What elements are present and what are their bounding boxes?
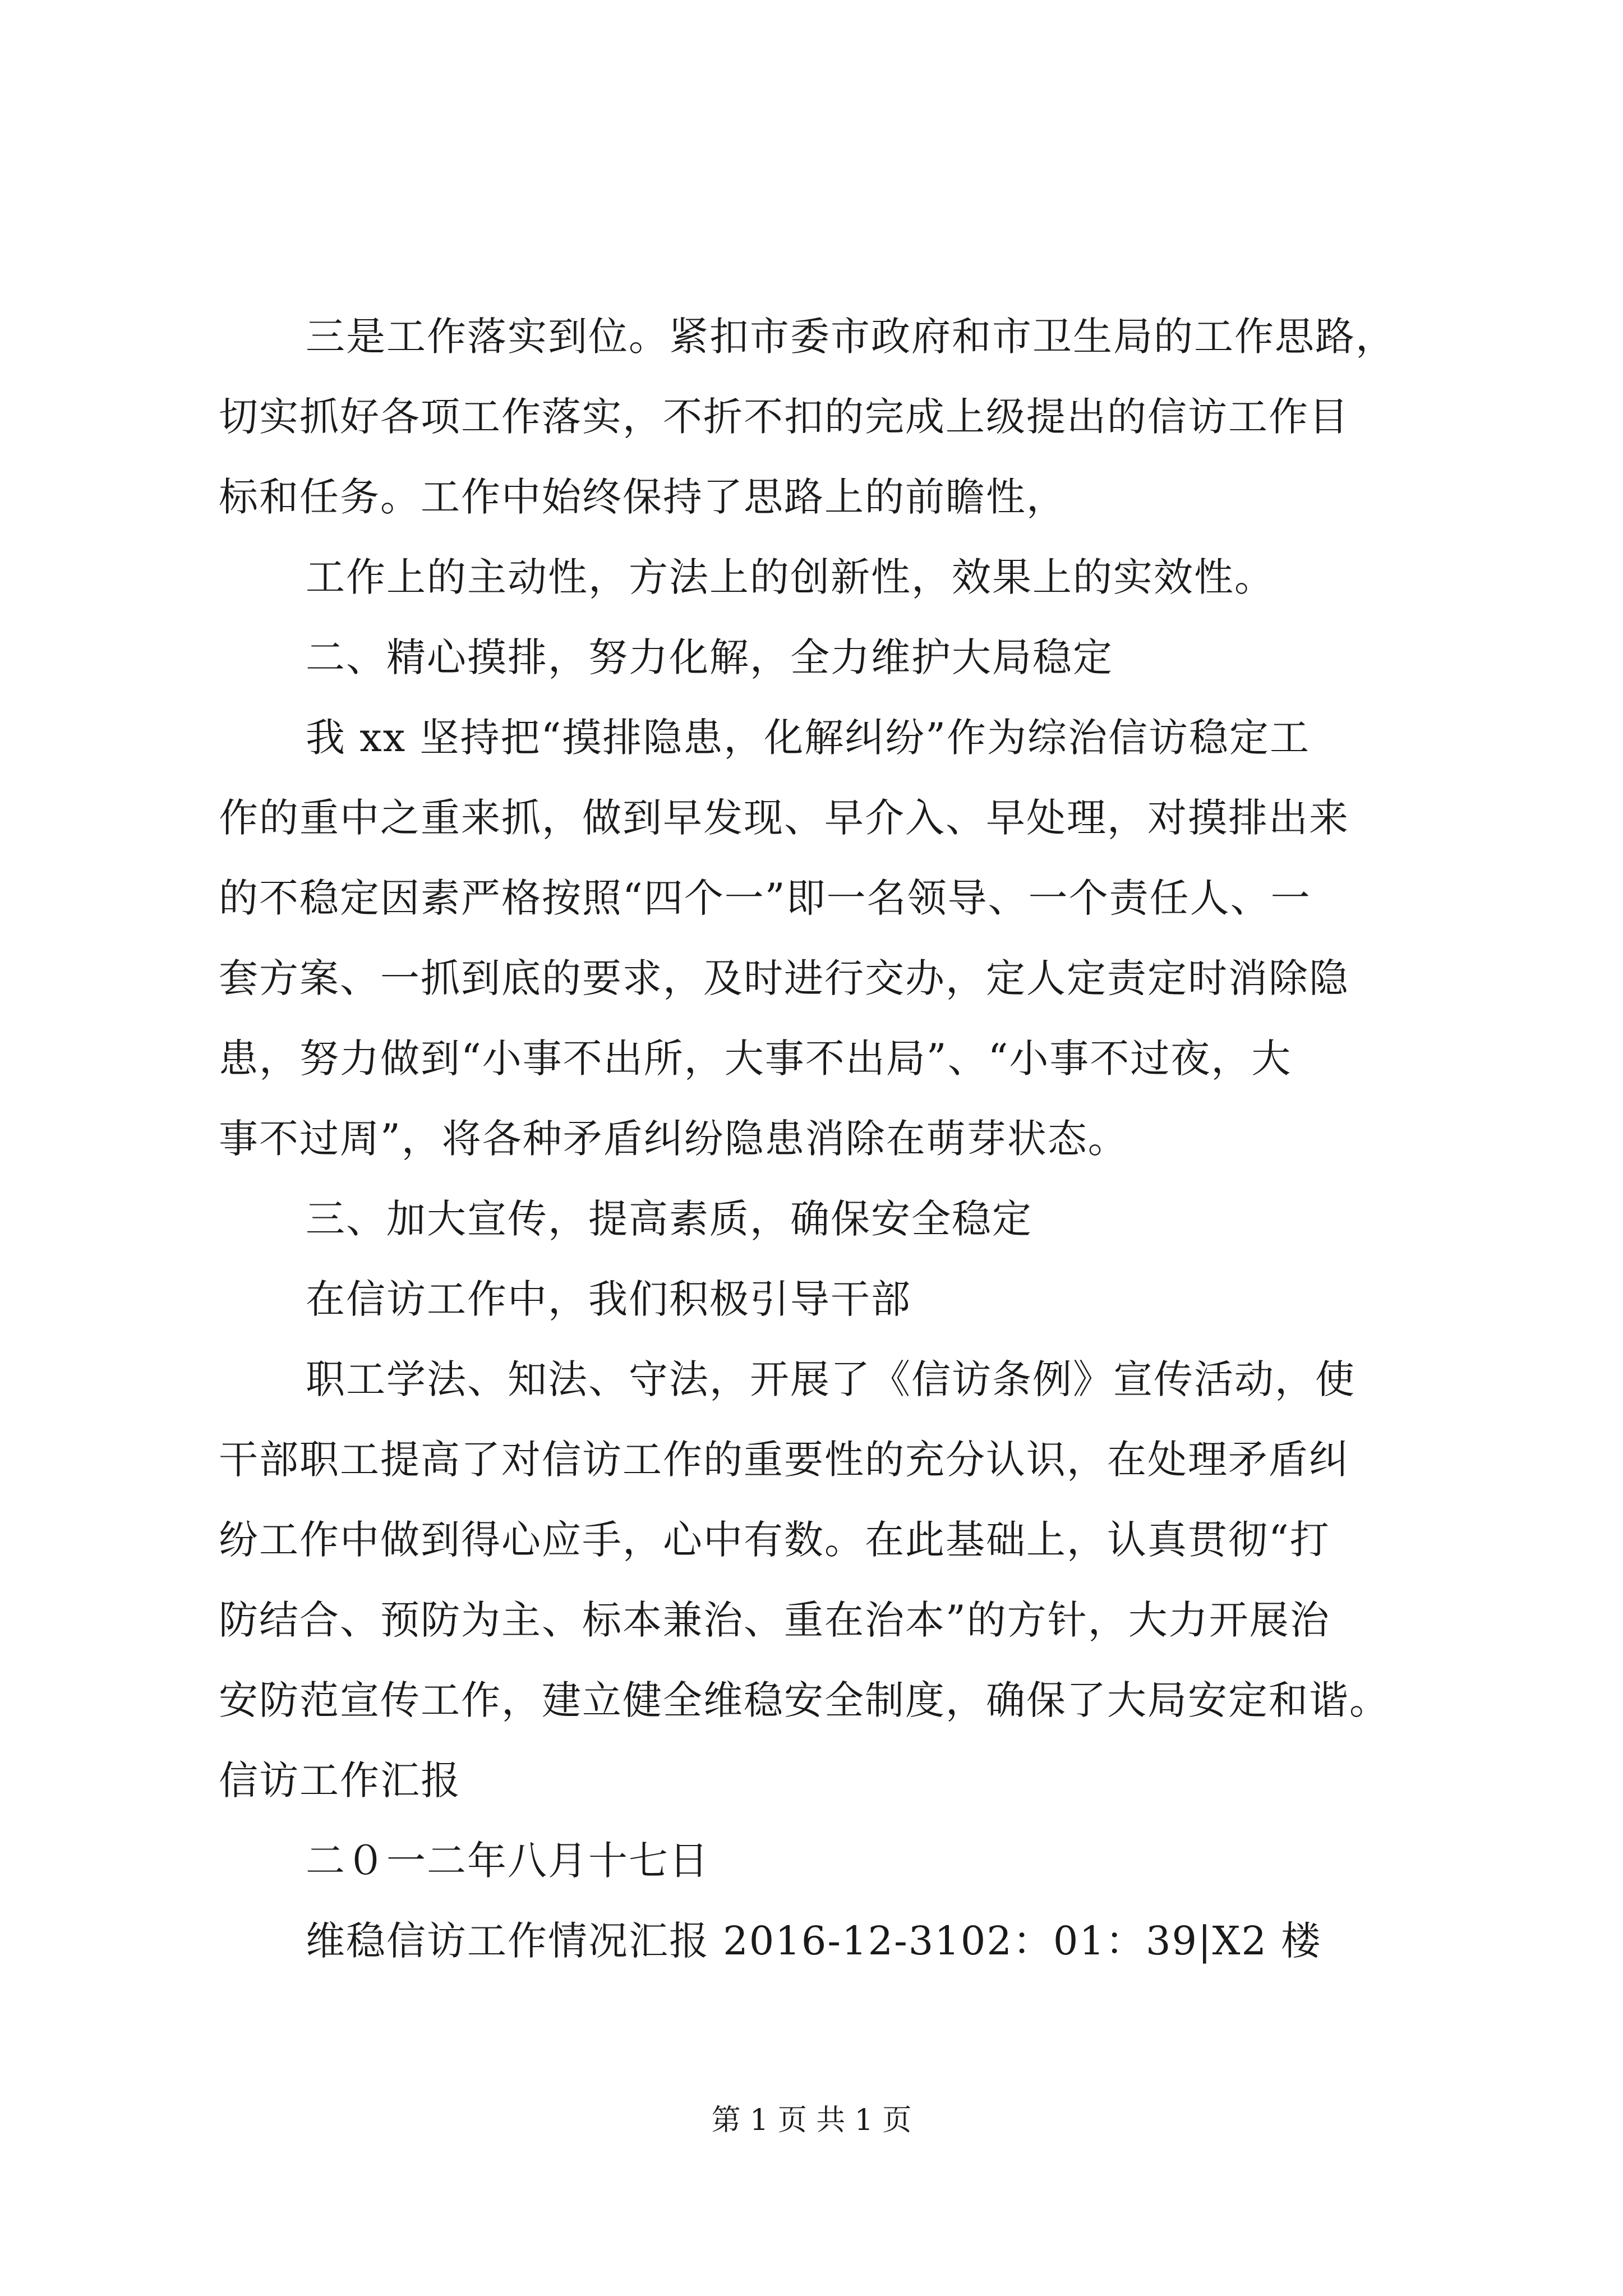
text-line-10: 患，努力做到“小事不出所，大事不出局”、“小事不过夜，大 bbox=[219, 1036, 1292, 1082]
text-line-2: 切实抓好各项工作落实，不折不扣的完成上级提出的信访工作目 bbox=[219, 394, 1349, 440]
post-header-line: 维稳信访工作情况汇报 2016-12-3102：01：39|X2 楼 bbox=[306, 1918, 1322, 1964]
text-line-7: 作的重中之重来抓，做到早发现、早介入、早处理，对摸排出来 bbox=[219, 795, 1349, 841]
text-line-3: 标和任务。工作中始终保持了思路上的前瞻性， bbox=[219, 474, 1067, 520]
section-heading-3: 三、加大宣传，提高素质，确保安全稳定 bbox=[306, 1196, 1032, 1242]
text-line-1: 三是工作落实到位。紧扣市委市政府和市卫生局的工作思路， bbox=[306, 314, 1396, 360]
text-line-8: 的不稳定因素严格按照“四个一”即一名领导、一个责任人、一 bbox=[219, 875, 1311, 921]
section-heading-2: 二、精心摸排，努力化解，全力维护大局稳定 bbox=[306, 634, 1113, 680]
text-line-15: 干部职工提高了对信访工作的重要性的充分认识，在处理矛盾纠 bbox=[219, 1437, 1349, 1483]
document-date: 二０一二年八月十七日 bbox=[306, 1838, 709, 1884]
text-line-9: 套方案、一抓到底的要求，及时进行交办，定人定责定时消除隐 bbox=[219, 955, 1349, 1001]
text-line-4: 工作上的主动性，方法上的创新性，效果上的实效性。 bbox=[306, 554, 1275, 600]
page-footer: 第 1 页 共 1 页 bbox=[711, 2104, 912, 2137]
document-title: 信访工作汇报 bbox=[219, 1757, 461, 1803]
text-line-18: 安防范宣传工作，建立健全维稳安全制度，确保了大局安定和谐。 bbox=[219, 1677, 1390, 1723]
text-line-6: 我 xx 坚持把“摸排隐患，化解纠纷”作为综治信访稳定工 bbox=[306, 715, 1311, 761]
text-line-17: 防结合、预防为主、标本兼治、重在治本”的方针，大力开展治 bbox=[219, 1597, 1330, 1643]
text-line-14: 职工学法、知法、守法，开展了《信访条例》宣传活动，使 bbox=[306, 1356, 1355, 1402]
text-line-11: 事不过周”，将各种矛盾纠纷隐患消除在萌芽状态。 bbox=[219, 1116, 1128, 1162]
text-line-16: 纷工作中做到得心应手，心中有数。在此基础上，认真贯彻“打 bbox=[219, 1517, 1330, 1563]
text-line-13: 在信访工作中，我们积极引导干部 bbox=[306, 1276, 911, 1322]
